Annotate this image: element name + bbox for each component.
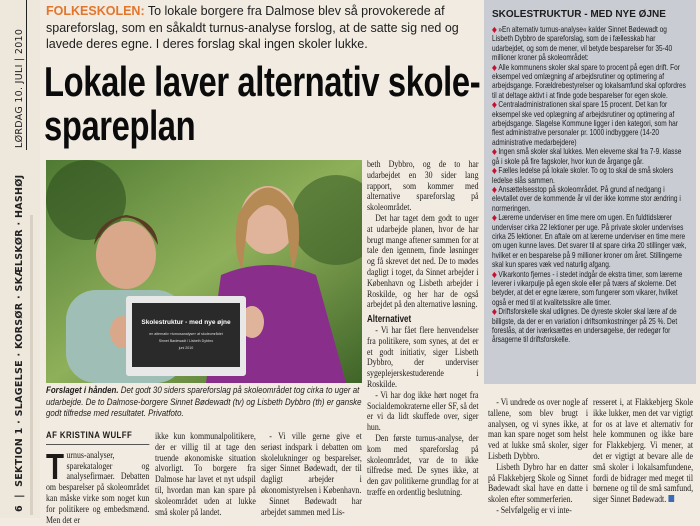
diamond-bullet-icon: ◆ <box>492 213 497 223</box>
diamond-bullet-icon: ◆ <box>492 166 497 176</box>
sidebar-item-text: Fælles ledelse på lokale skoler. To og to skal de små skolers ledelse slås sammen. <box>492 165 674 185</box>
sidebar-title: SKOLESTRUKTUR - MED NYE ØJNE <box>492 9 666 20</box>
col6-text: resseret i, at Flakkebjerg Skole ikke lukker, men det var vigtigt for os at lave et alternativ for hele kommunen og ikke bare for Flakkebjerg. Vi mener, at det er vigtigt at bevare alle de små skoler i lokalsamfundene, fordi de bidrager med meget til børnene og til de små samfund, siger Sinnet Bødewadt. <box>593 397 694 506</box>
diamond-bullet-icon: ◆ <box>492 62 497 72</box>
sidebar-item-text: »En alternativ turnus-analyse« kalder Sinnet Bødewadt og Lisbeth Dybbro de spareforslag, som de i fællesskab har udarbejdet, og som de mener, vil betyde besparelser for 35-40 millioner kroner på skoleområdet: <box>492 24 673 63</box>
sidebar-item-text: Vikarkonto fjernes - i stedet indgår de ekstra timer, som lærerne leverer i vikarpulje på egen skole eller på tværs af skolerne. Det betyder, at det er egne lærere, som fungerer som vikarer, hvilket også er med til at kvalitetssikre alle timer. <box>492 268 683 307</box>
margin-divider <box>26 0 27 150</box>
sidebar-item <box>492 100 689 147</box>
col4-paragraph: beth Dybbro, og de to har udarbejdet en 30 sider lang rapport, som kommer med alternative spareforslag på skoleområdet. <box>367 159 479 214</box>
col4-paragraph: - Vi har fået flere henvendelser fra politikere, som synes, at det er et godt initiativ, siger Lisbeth Dybbro, der underviser sygeplejerskestuderende i Roskilde. <box>367 324 479 390</box>
col5-paragraph: - Vi undrede os over nogle af tallene, som blev brugt i analysen, og vi synes ikke, at man kan spare noget som helst ved at lukke små skoler, siger Lisbeth Dybbro. <box>488 397 589 462</box>
column-3 <box>261 432 362 518</box>
sidebar-item-text: Ansættelsesstop på skoleområdet. På grund af nedgang i elevtallet over de kommende år vil der ikke komme stor ændring i normeringen. <box>492 183 681 213</box>
col4-paragraph: - Vi har dog ikke hørt noget fra Socialdemokraterne eller SF, så det er vi da lidt skuffede over, siger hun. <box>367 389 479 434</box>
sidebar-item-text: Lærerne underviser en time mere om ugen. En fuldtidslærer underviser cirka 22 lektioner per uge. På private skoler undervises cirka 25 lektioner. En aftale om at lærerne underviser en time mere om ugen kunne laves. Det svarer til at spare cirka 20 stillinger væk, hvilket er en besparelse på 9 millioner kroner om året. Stillingerne skal kun spares væk ved naturlig afgang. <box>492 212 687 270</box>
article-photo <box>46 160 362 383</box>
sidebar-item <box>492 270 689 308</box>
column-2 <box>155 432 256 518</box>
col1-text: urnus-analyser, sparekataloger og analysefirmaer. Debatten om besparelser på skoleområdet kan måske virke som noget kun for politikere og embedsmænd. Men det er <box>46 449 150 526</box>
col2-text: ikke kun kommunalpolitikere, der er villig til at tage den truende økonomiske situation alvorligt. To borgere fra Dalmose har lavet et nyt udspil til, hvordan man kan spare på skoleområdet uden at lukke små skoler på landet. <box>155 431 256 518</box>
margin-section: 6 | SEKTION 1 · SLAGELSE · KORSØR · SKÆLSKØR · HASHØJ <box>14 174 25 512</box>
sidebar-item <box>492 307 689 345</box>
col3-paragraph: Sinnet Bødewadt har arbejdet sammen med Lis- <box>261 495 362 518</box>
diamond-bullet-icon: ◆ <box>492 147 497 157</box>
diamond-bullet-icon: ◆ <box>492 100 497 110</box>
caption-lead: Forslaget i hånden. <box>46 385 119 395</box>
margin-divider-lower <box>30 215 33 515</box>
article-deck <box>46 3 478 53</box>
deck-text: To lokale borgere fra Dalmose blev så provokerede af spareforslag, som en såkaldt turnus-analyse forslog, at de satte sig ned og lavede deres egne. I deres forslag skal ingen skoler lukke. <box>46 4 459 51</box>
sidebar-item-text: Centraladministrationen skal spare 15 procent. Det kan for eksempel ske ved oplægning af arbejdsrutiner og optimering af arbejdsgange. Slagelse Kommune ligger i den kategori, som har flest administrative personaler pr. 1000 indbyggere (14-20 administrative medarbejdere) <box>492 99 678 147</box>
page-margin <box>0 0 40 518</box>
diamond-bullet-icon: ◆ <box>492 184 497 194</box>
sidebar-item-text: Driftsforskelle skal udlignes. De dyreste skoler skal lære af de billigste, da der er en variation i driftsomkostninger på 25 %. Det foreslås, at der iværksættes en undersøgelse, der redegør for årsagerne til driftsforskelle. <box>492 306 678 345</box>
year-label: 2010 <box>14 28 25 55</box>
sign-subtitle: en alternativ »turnusanalyse« af skoleområdet <box>149 332 223 336</box>
col4-paragraph: Den første turnus-analyse, der kom med spareforslag på skoleområdet, var de to ikke tilfredse med. De synes ikke, at den gav politikerne grundlag for at træffe en ordentlig beslutning. <box>367 432 479 498</box>
sidebar-item-text: Ingen små skoler skal lukkes. Men eleverne skal fra 7-9. klasse gå i skole på fire fagskoler, hvor kun de årgange går. <box>492 146 682 166</box>
headline: Lokale laver alternativ skole-spareplan <box>44 58 481 149</box>
sidebar-item <box>492 63 689 101</box>
sidebar-box <box>484 0 696 384</box>
kicker: FOLKESKOLEN: <box>46 4 145 18</box>
sidebar-item-text: Alle kommunens skoler skal spare to procent på egen drift. For eksempel ved omlægning af arbejdsrutiner og optimering af arbejdsgange. Forældrebestyrelser og lokalsamfund skal opfordres til at deltage aktivt i at finde gode besparelser for egen skole. <box>492 61 686 100</box>
diamond-bullet-icon: ◆ <box>492 25 497 34</box>
sidebar-item <box>492 166 689 185</box>
margin-date: LØRDAG 10. JULI | 2010 <box>14 28 25 148</box>
caption-text: Det godt 30 siders spareforslag på skoleområdet tog cirka to uger at udarbejde. De to Dalmose-borgere Sinnet Bødewadt (tv) og Lisbeth Dybbro (th) er ganske godt tilfredse med resultatet. Privatfoto. <box>46 385 362 418</box>
col4-paragraph: Det har taget dem godt to uger at udarbejde planen, hvor de har brugt mange aftener sammen for at tale den igennem, finde løsninger og få skrevet det ned. De to mødes dagligt i toget, da Sinnet arbejder i København og Lisbeth arbejder i Roskilde, og her har de også arbejdet på den alternative løsning. <box>367 212 479 311</box>
col3-paragraph: - Vi ville gerne give et seriøst indspark i debatten om skolelukninger og besparelser, siger Sinnet Bødewadt, der til dagligt arbejder i økonomistyrelsen i København. <box>261 431 362 496</box>
subheading: Alternativet <box>367 314 412 326</box>
sidebar-item <box>492 25 689 63</box>
column-4 <box>367 160 479 499</box>
diamond-bullet-icon: ◆ <box>492 307 497 317</box>
date-label: LØRDAG 10. JULI <box>14 64 25 148</box>
diamond-bullet-icon: ◆ <box>492 269 497 279</box>
col5-paragraph: - Selvfølgelig er vi inte- <box>496 504 572 516</box>
column-6 <box>593 398 693 506</box>
sign-date: juni 2010 <box>178 346 194 350</box>
drop-cap: T <box>46 445 65 487</box>
sidebar-item <box>492 185 689 213</box>
column-1 <box>46 431 149 526</box>
col5-paragraph: Lisbeth Dybro har en datter på Flakkebjerg Skole og Sinnet Bødewadt skal have en datte i skolen efter sommerferien. <box>488 461 589 506</box>
sign-title: Skolestruktur - med nye øjne <box>141 319 231 326</box>
section-label: SEKTION 1 · SLAGELSE · KORSØR · SKÆLSKØR · HASHØJ <box>14 174 25 487</box>
sign-authors: Sinnet Bødewadt / Lisbeth Dybbro <box>158 339 214 343</box>
end-mark-icon <box>668 495 674 502</box>
sidebar-item <box>492 213 689 269</box>
byline: AF KRISTINA WULFF <box>46 431 149 445</box>
page-number: 6 <box>14 505 25 512</box>
photo-caption <box>46 385 363 420</box>
column-5 <box>488 398 588 517</box>
sidebar-item <box>492 147 689 166</box>
